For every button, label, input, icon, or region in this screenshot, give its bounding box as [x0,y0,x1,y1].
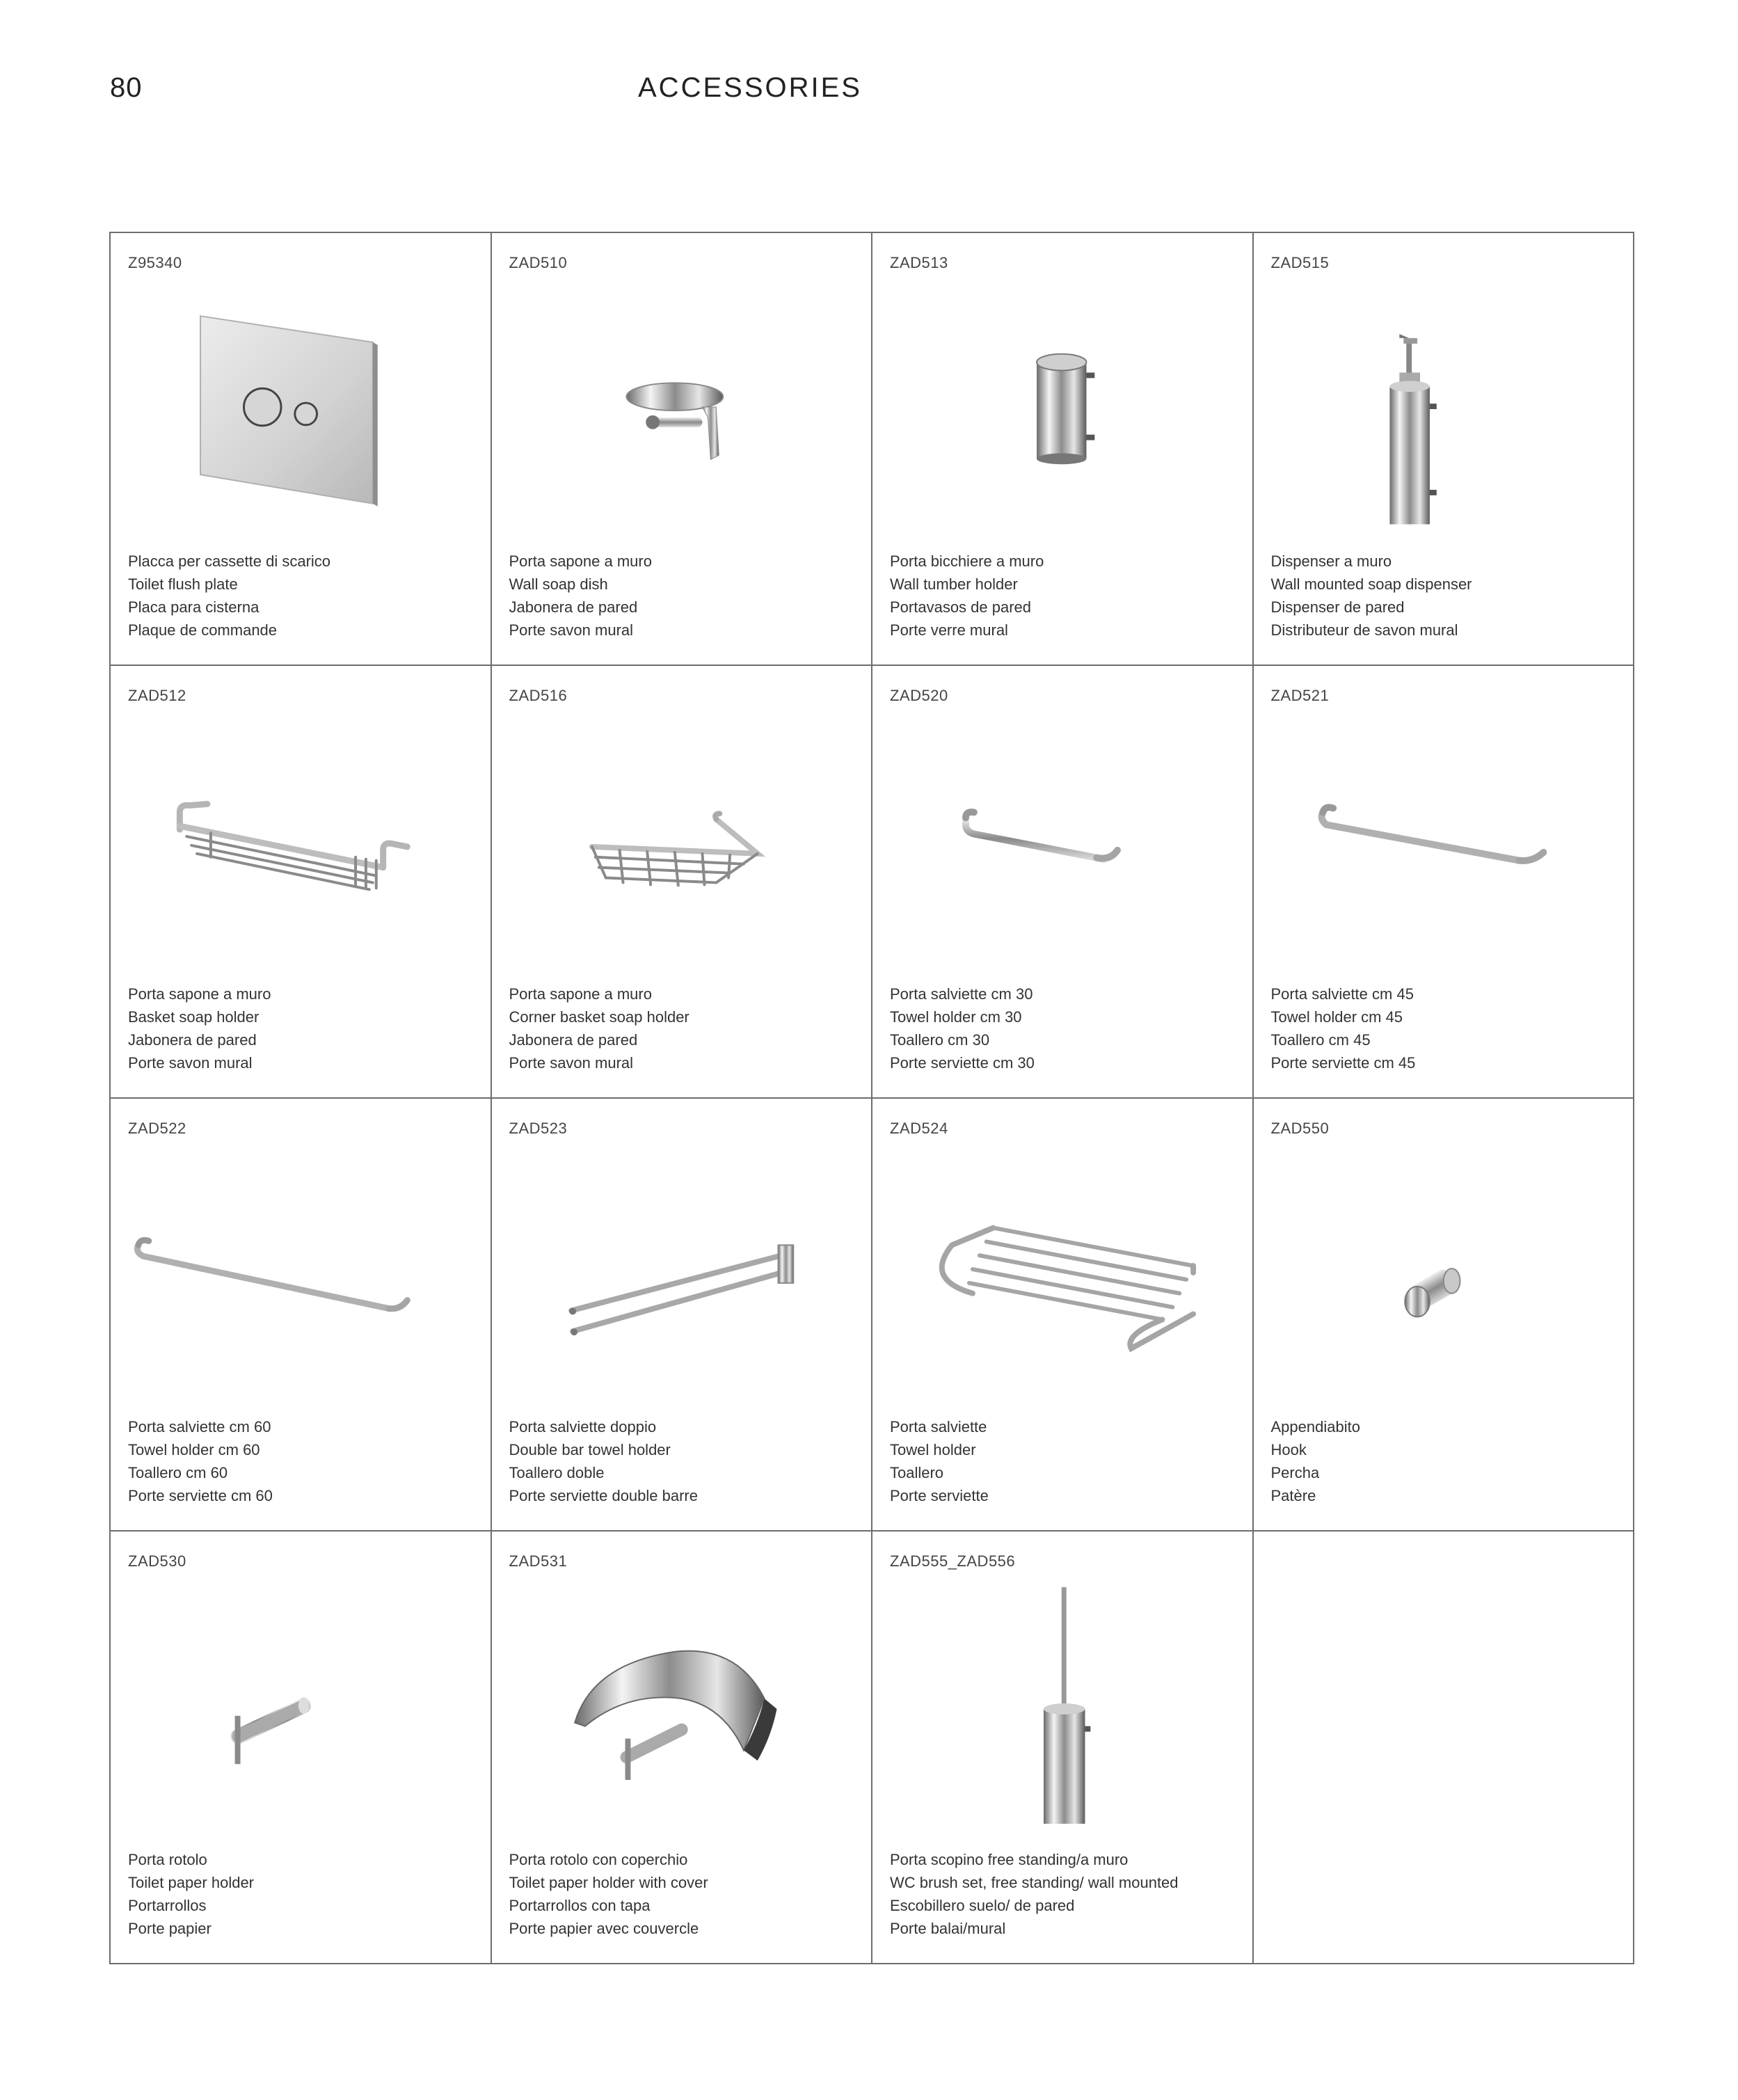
product-description: Porta salviette cm 60 Towel holder cm 60 Toallero cm 60 Porte serviette cm 60 [128,1418,273,1504]
toilet-brush-icon [890,1587,1235,1824]
product-card[interactable] [872,1532,1254,1964]
soap-dish-icon [509,289,854,525]
product-card[interactable] [492,666,873,1099]
product-code: ZAD523 [509,1120,568,1137]
towel-rack-icon [890,1154,1235,1391]
page-title: ACCESSORIES [638,72,862,103]
flush-plate-icon [128,289,473,525]
product-code: ZAD520 [890,687,948,704]
product-code: ZAD524 [890,1120,948,1137]
product-card[interactable] [111,666,492,1099]
soap-dispenser-icon [1271,289,1616,525]
empty-cell [1254,1532,1635,1964]
page-number: 80 [110,72,143,103]
product-description: Porta sapone a muro Corner basket soap holder Jabonera de pared Porte savon mural [509,985,689,1072]
product-description: Dispenser a muro Wall mounted soap dispenser Dispenser de pared Distributeur de savon mural [1270,552,1472,639]
product-grid [109,232,1634,1964]
product-card[interactable] [111,1532,492,1964]
toilet-paper-holder-icon [128,1587,473,1824]
product-code: ZAD512 [128,687,186,704]
covered-paper-holder-icon [509,1587,854,1824]
towel-bar-30-icon [890,722,1235,958]
product-description: Porta sapone a muro Wall soap dish Jabonera de pared Porte savon mural [509,552,652,639]
product-description: Appendiabito Hook Percha Patère [1270,1418,1360,1504]
product-code: ZAD510 [509,254,568,271]
product-description: Porta bicchiere a muro Wall tumber holder Portavasos de pared Porte verre mural [890,552,1044,639]
product-code: ZAD516 [509,687,568,704]
product-card[interactable] [492,1099,873,1532]
product-card[interactable] [111,233,492,666]
double-towel-bar-icon [509,1154,854,1391]
product-card[interactable] [872,666,1254,1099]
product-description: Porta rotolo con coperchio Toilet paper holder with cover Portarrollos con tapa Porte papier avec couvercle [509,1851,708,1937]
product-description: Porta scopino free standing/a muro WC brush set, free standing/ wall mounted Escobillero suelo/ de pared Porte balai/mural [890,1851,1179,1937]
towel-bar-45-icon [1271,722,1616,958]
product-code: ZAD531 [509,1552,568,1570]
product-code: Z95340 [128,254,182,271]
product-description: Porta salviette doppio Double bar towel holder Toallero doble Porte serviette double barre [509,1418,698,1504]
product-description: Porta salviette cm 45 Towel holder cm 45 Toallero cm 45 Porte serviette cm 45 [1270,985,1416,1072]
product-card[interactable] [1254,233,1635,666]
product-code: ZAD550 [1270,1120,1330,1137]
product-description: Porta sapone a muro Basket soap holder Jabonera de pared Porte savon mural [128,985,271,1072]
product-card[interactable] [111,1099,492,1532]
corner-basket-icon [509,722,854,958]
hook-icon [1271,1154,1616,1391]
product-code: ZAD530 [128,1552,186,1570]
product-code: ZAD521 [1270,687,1330,704]
product-card[interactable] [1254,666,1635,1099]
product-code: ZAD555_ZAD556 [890,1552,1016,1570]
product-description: Porta salviette cm 30 Towel holder cm 30 Toallero cm 30 Porte serviette cm 30 [890,985,1035,1072]
product-card[interactable] [1254,1099,1635,1532]
product-description: Porta rotolo Toilet paper holder Portarrollos Porte papier [128,1851,255,1937]
product-code: ZAD513 [890,254,948,271]
towel-bar-60-icon [128,1154,473,1391]
product-code: ZAD515 [1270,254,1330,271]
product-card[interactable] [872,233,1254,666]
basket-soap-holder-icon [128,722,473,958]
product-description: Placca per cassette di scarico Toilet flush plate Placa para cisterna Plaque de commande [128,552,331,639]
product-card[interactable] [872,1099,1254,1532]
tumbler-holder-icon [890,289,1235,525]
product-card[interactable] [492,233,873,666]
product-card[interactable] [492,1532,873,1964]
product-code: ZAD522 [128,1120,186,1137]
product-description: Porta salviette Towel holder Toallero Porte serviette [890,1418,989,1504]
